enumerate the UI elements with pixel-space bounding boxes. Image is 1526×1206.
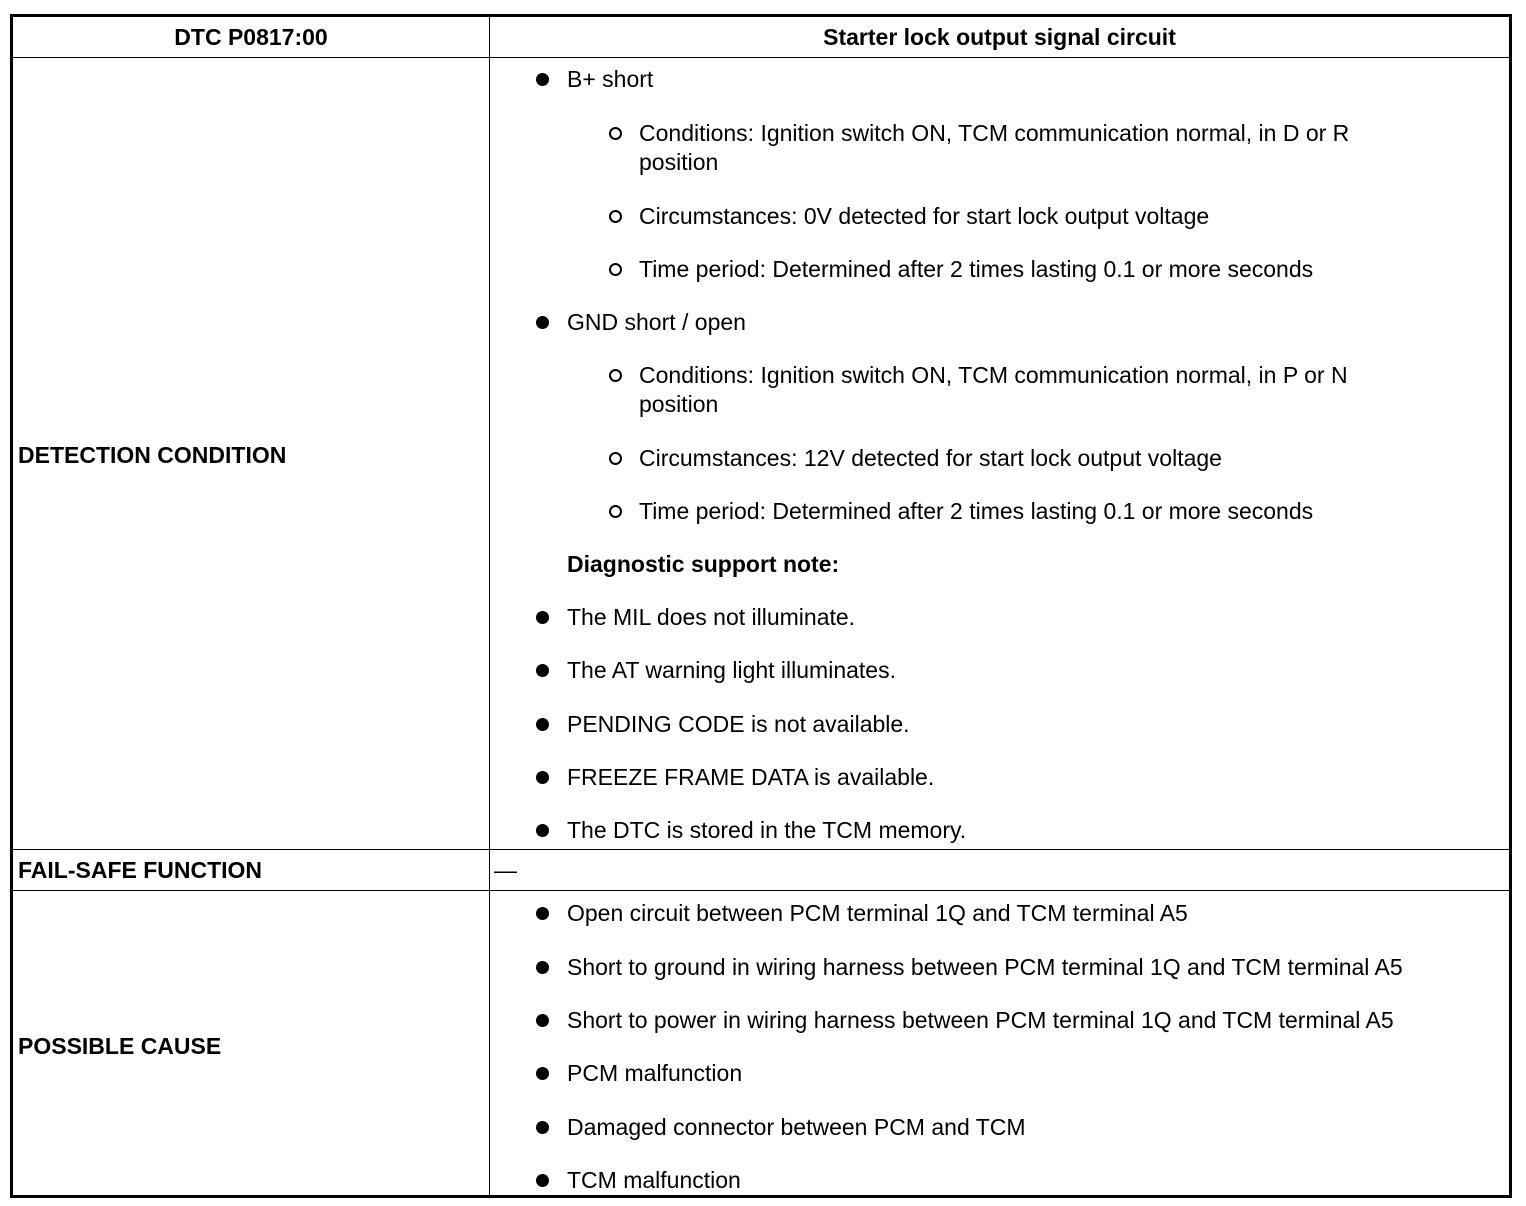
b-circumstances: Circumstances: 0V detected for start lock output voltage bbox=[639, 203, 1210, 229]
bullet-icon bbox=[536, 1121, 549, 1134]
cause-item: Open circuit between PCM terminal 1Q and TCM terminal A5 bbox=[567, 900, 1188, 926]
dtc-table bbox=[10, 14, 1512, 1198]
row-divider-header bbox=[13, 57, 1509, 58]
g-conditions-line-1: Conditions: Ignition switch ON, TCM communication normal, in P or N bbox=[639, 362, 1348, 388]
circle-bullet-icon bbox=[609, 263, 622, 276]
b-conditions-line-1: Conditions: Ignition switch ON, TCM communication normal, in D or R bbox=[639, 120, 1350, 146]
support-note-item: The MIL does not illuminate. bbox=[567, 604, 856, 630]
bullet-icon bbox=[536, 611, 549, 624]
bullet-icon bbox=[536, 1067, 549, 1080]
bullet-icon bbox=[536, 73, 549, 86]
header-dtc-code: DTC P0817:00 bbox=[174, 24, 328, 50]
bullet-icon bbox=[536, 771, 549, 784]
column-divider bbox=[489, 17, 490, 1195]
row-divider-failsafe bbox=[13, 890, 1509, 891]
bullet-icon bbox=[536, 824, 549, 837]
support-note-item: FREEZE FRAME DATA is available. bbox=[567, 764, 935, 790]
bullet-icon bbox=[536, 316, 549, 329]
g-conditions-line-2: position bbox=[639, 391, 719, 417]
bullet-icon bbox=[536, 718, 549, 731]
bullet-icon bbox=[536, 961, 549, 974]
fail-safe-label: FAIL-SAFE FUNCTION bbox=[18, 857, 263, 883]
cause-item: TCM malfunction bbox=[567, 1167, 741, 1193]
fail-safe-value: — bbox=[494, 857, 517, 883]
bullet-icon bbox=[536, 1174, 549, 1187]
bullet-icon bbox=[536, 907, 549, 920]
cause-item: Damaged connector between PCM and TCM bbox=[567, 1114, 1026, 1140]
support-note-item: The AT warning light illuminates. bbox=[567, 657, 896, 683]
diagnostic-support-note-title: Diagnostic support note: bbox=[567, 551, 840, 577]
support-note-item: PENDING CODE is not available. bbox=[567, 711, 910, 737]
possible-cause-label: POSSIBLE CAUSE bbox=[18, 1033, 222, 1059]
b-conditions-line-2: position bbox=[639, 149, 719, 175]
bullet-icon bbox=[536, 1014, 549, 1027]
b-short-heading: B+ short bbox=[567, 66, 654, 92]
cause-item: Short to power in wiring harness between PCM terminal 1Q and TCM terminal A5 bbox=[567, 1007, 1394, 1033]
support-note-item: The DTC is stored in the TCM memory. bbox=[567, 817, 967, 843]
b-time-period: Time period: Determined after 2 times lasting 0.1 or more seconds bbox=[639, 256, 1314, 282]
gnd-short-heading: GND short / open bbox=[567, 309, 746, 335]
header-title: Starter lock output signal circuit bbox=[823, 24, 1176, 50]
circle-bullet-icon bbox=[609, 369, 622, 382]
cause-item: PCM malfunction bbox=[567, 1060, 743, 1086]
detection-condition-label: DETECTION CONDITION bbox=[18, 442, 287, 468]
circle-bullet-icon bbox=[609, 452, 622, 465]
row-divider-detection bbox=[13, 849, 1509, 850]
bullet-icon bbox=[536, 664, 549, 677]
g-time-period: Time period: Determined after 2 times lasting 0.1 or more seconds bbox=[639, 498, 1314, 524]
circle-bullet-icon bbox=[609, 505, 622, 518]
circle-bullet-icon bbox=[609, 210, 622, 223]
g-circumstances: Circumstances: 12V detected for start lock output voltage bbox=[639, 445, 1222, 471]
cause-item: Short to ground in wiring harness between PCM terminal 1Q and TCM terminal A5 bbox=[567, 954, 1403, 980]
circle-bullet-icon bbox=[609, 127, 622, 140]
